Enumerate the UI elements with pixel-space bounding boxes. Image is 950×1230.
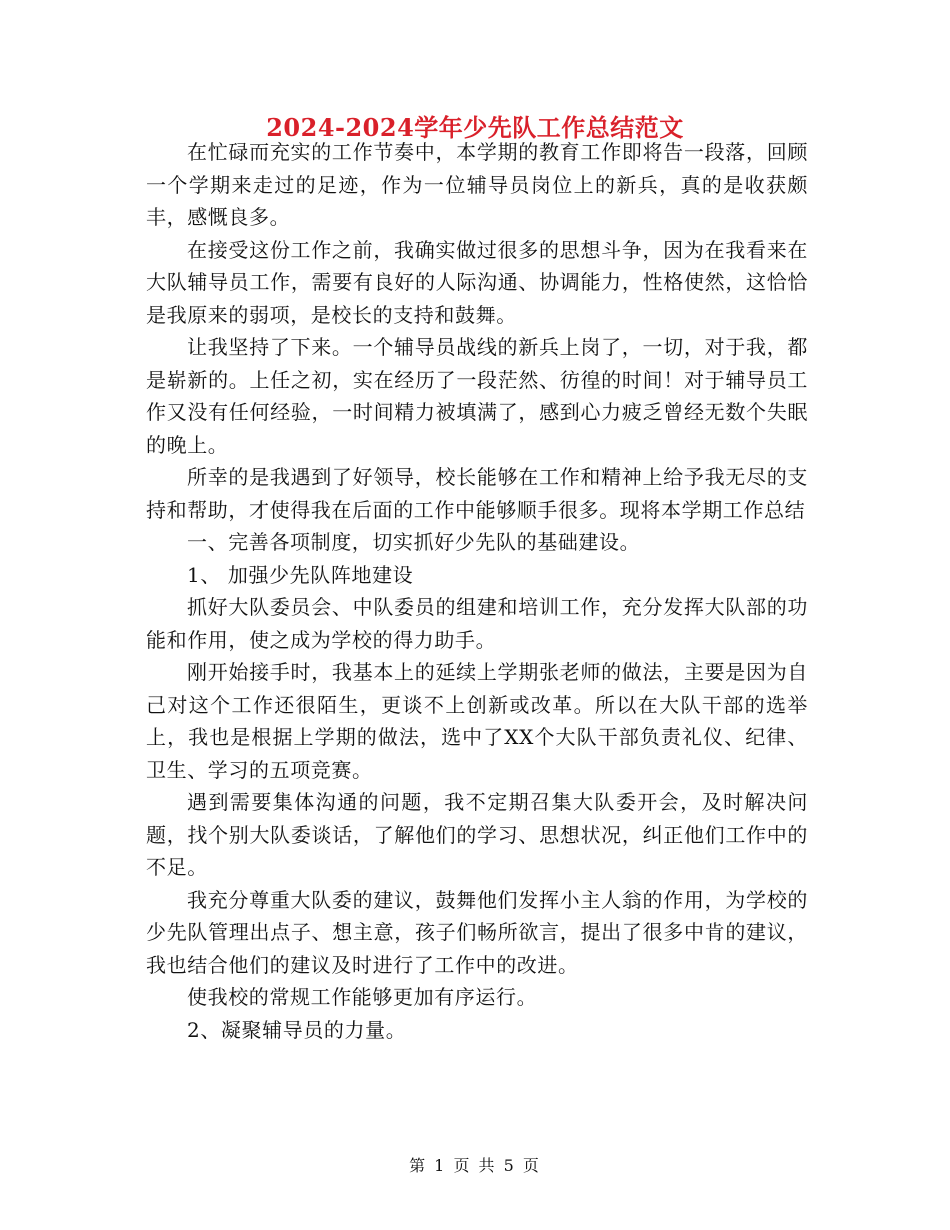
paragraph: 刚开始接手时，我基本上的延续上学期张老师的做法，主要是因为自己对这个工作还很陌生，更谈不上创新或改革。所以在大队干部的选举上，我也是根据上学期的做法，选中了XX个大队干部负责礼仪、纪律、卫生、学习的五项竞赛。 bbox=[146, 660, 808, 782]
document-body bbox=[146, 136, 808, 1046]
paragraph: 让我坚持了下来。一个辅导员战线的新兵上岗了，一切，对于我，都是崭新的。上任之初，实在经历了一段茫然、彷徨的时间！对于辅导员工作又没有任何经验，一时间精力被填满了，感到心力疲乏曾经无数个失眠的晚上。 bbox=[146, 335, 808, 457]
subsection-heading: 2、凝聚辅导员的力量。 bbox=[187, 1017, 407, 1042]
paragraph: 在忙碌而充实的工作节奏中，本学期的教育工作即将告一段落，回顾一个学期来走过的足迹，作为一位辅导员岗位上的新兵，真的是收获颇丰，感慨良多。 bbox=[146, 140, 808, 229]
paragraph: 遇到需要集体沟通的问题，我不定期召集大队委开会，及时解决问题，找个别大队委谈话，了解他们的学习、思想状况，纠正他们工作中的不足。 bbox=[146, 790, 808, 879]
page-number-footer: 第 1 页 共 5 页 bbox=[409, 1156, 541, 1175]
paragraph: 抓好大队委员会、中队委员的组建和培训工作，充分发挥大队部的功能和作用，使之成为学校的得力助手。 bbox=[146, 595, 808, 652]
document-title: 2024-2024学年少先队工作总结范文 bbox=[266, 113, 684, 142]
paragraph: 我充分尊重大队委的建议，鼓舞他们发挥小主人翁的作用，为学校的少先队管理出点子、想主意，孩子们畅所欲言，提出了很多中肯的建议，我也结合他们的建议及时进行了工作中的改进。 bbox=[146, 887, 808, 977]
section-heading: 一、完善各项制度，切实抓好少先队的基础建设。 bbox=[187, 530, 641, 554]
paragraph: 所幸的是我遇到了好领导，校长能够在工作和精神上给予我无尽的支持和帮助，才使得我在后面的工作中能够顺手很多。现将本学期工作总结 bbox=[146, 465, 808, 522]
paragraph: 使我校的常规工作能够更加有序运行。 bbox=[187, 985, 538, 1009]
subsection-heading: 1、 加强少先队阵地建设 bbox=[187, 562, 414, 587]
paragraph: 在接受这份工作之前，我确实做过很多的思想斗争，因为在我看来在大队辅导员工作，需要有良好的人际沟通、协调能力，性格使然，这恰恰是我原来的弱项，是校长的支持和鼓舞。 bbox=[146, 237, 808, 327]
